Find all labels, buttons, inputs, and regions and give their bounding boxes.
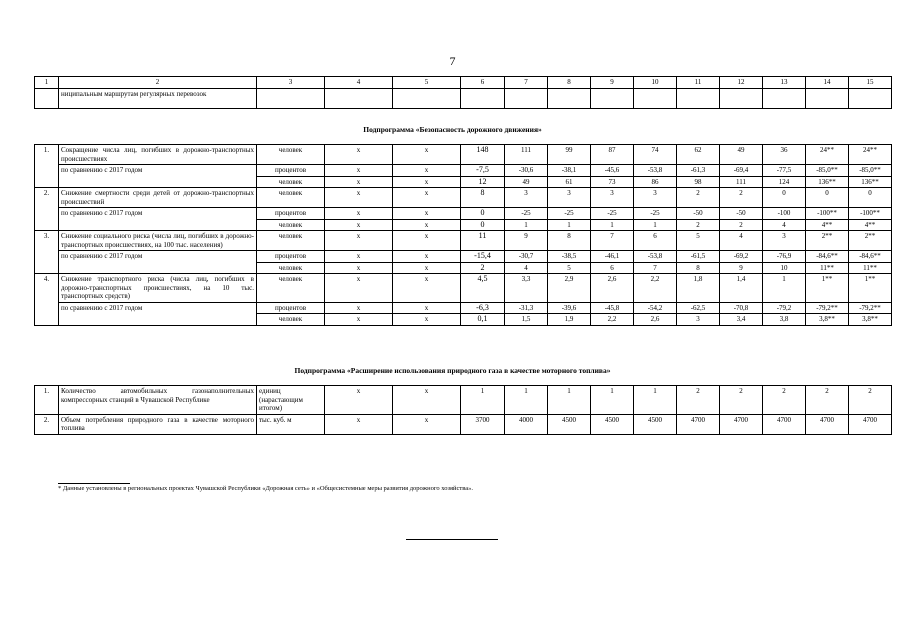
unit-cell: единиц (нарастающим итогом) xyxy=(257,386,325,415)
value-cell: 1 xyxy=(634,386,677,415)
value-cell: 4500 xyxy=(634,414,677,434)
value-cell: 1 xyxy=(634,219,677,231)
table-row xyxy=(35,88,892,108)
value-cell: -76,9 xyxy=(763,251,806,263)
value-cell: 1,5 xyxy=(505,314,548,326)
value-cell: 1** xyxy=(806,274,849,303)
section-title-road-safety: Подпрограмма «Безопасность дорожного движения» xyxy=(363,125,542,134)
header-cell: 3 xyxy=(257,77,325,89)
unit-cell: человек xyxy=(257,188,325,208)
value-cell: 3 xyxy=(548,188,591,208)
value-cell: -84,6** xyxy=(806,251,849,263)
value-cell: 87 xyxy=(591,145,634,165)
value-cell: -84,6** xyxy=(849,251,892,263)
value-cell: -7,5 xyxy=(461,165,505,177)
indicator-subtitle: по сравнению с 2017 годом xyxy=(59,208,257,231)
table-cell xyxy=(461,88,505,108)
value-cell: 4700 xyxy=(720,414,763,434)
value-cell: -85,0** xyxy=(806,165,849,177)
footnote: * Данные установлены в региональных проектах Чувашской Республики «Дорожная сеть» и «Общесистемные меры развития дорожного хозяйства». xyxy=(58,485,473,492)
value-cell: -79,2** xyxy=(849,302,892,314)
table-cell: х xyxy=(325,145,393,165)
value-cell: 2** xyxy=(849,231,892,251)
page-number: 7 xyxy=(449,54,456,68)
value-cell: -62,5 xyxy=(677,302,720,314)
table-cell: х xyxy=(325,262,393,274)
value-cell: 1** xyxy=(849,274,892,303)
value-cell: -100** xyxy=(849,208,892,220)
header-cell: 13 xyxy=(763,77,806,89)
value-cell: 2 xyxy=(720,188,763,208)
value-cell: 2 xyxy=(849,386,892,415)
value-cell: -15,4 xyxy=(461,251,505,263)
value-cell: 0 xyxy=(806,188,849,208)
value-cell: 10 xyxy=(763,262,806,274)
value-cell: -77,5 xyxy=(763,165,806,177)
value-cell: 1 xyxy=(548,386,591,415)
value-cell: 1,8 xyxy=(677,274,720,303)
unit-cell: человек xyxy=(257,314,325,326)
table-cell: х xyxy=(325,386,393,415)
value-cell: 36 xyxy=(763,145,806,165)
value-cell: 2,6 xyxy=(591,274,634,303)
value-cell: 1 xyxy=(548,219,591,231)
value-cell: 1 xyxy=(591,386,634,415)
table-cell: х xyxy=(325,165,393,177)
table-cell: х xyxy=(325,251,393,263)
header-cell: 2 xyxy=(59,77,257,89)
value-cell: 3,8** xyxy=(849,314,892,326)
header-cell: 4 xyxy=(325,77,393,89)
value-cell: 62 xyxy=(677,145,720,165)
value-cell: 4700 xyxy=(677,414,720,434)
table-cell: х xyxy=(325,219,393,231)
value-cell: -25 xyxy=(634,208,677,220)
value-cell: 2 xyxy=(461,262,505,274)
value-cell: 4700 xyxy=(763,414,806,434)
value-cell: 2 xyxy=(720,386,763,415)
table-cell: х xyxy=(393,274,461,303)
table-top xyxy=(34,76,892,109)
unit-cell: процентов xyxy=(257,302,325,314)
value-cell: 2 xyxy=(677,219,720,231)
value-cell: 8 xyxy=(461,188,505,208)
value-cell: 3 xyxy=(677,314,720,326)
value-cell: -25 xyxy=(505,208,548,220)
value-cell: 24** xyxy=(806,145,849,165)
unit-cell: тыс. куб. м xyxy=(257,414,325,434)
table-cell: х xyxy=(325,188,393,208)
value-cell: 3 xyxy=(634,188,677,208)
value-cell: 9 xyxy=(505,231,548,251)
value-cell: 8 xyxy=(548,231,591,251)
value-cell: -50 xyxy=(720,208,763,220)
table-cell xyxy=(763,88,806,108)
header-cell: 7 xyxy=(505,77,548,89)
table-cell: х xyxy=(325,414,393,434)
value-cell: -31,3 xyxy=(505,302,548,314)
indicator-name: Снижение социального риска (числа лиц, погибших в дорожно-транспортных происшествиях, на 100 тыс. населения) xyxy=(59,231,257,251)
table-cell: х xyxy=(325,274,393,303)
value-cell: 1 xyxy=(763,274,806,303)
section-title-natural-gas: Подпрограмма «Расширение использования природного газа в качестве моторного топлива» xyxy=(294,366,611,375)
value-cell: 0 xyxy=(461,208,505,220)
value-cell: -54,2 xyxy=(634,302,677,314)
header-cell: 11 xyxy=(677,77,720,89)
value-cell: 3,4 xyxy=(720,314,763,326)
value-cell: 24** xyxy=(849,145,892,165)
indicator-subtitle: по сравнению с 2017 годом xyxy=(59,251,257,274)
table-cell xyxy=(849,88,892,108)
value-cell: 2** xyxy=(806,231,849,251)
value-cell: -69,2 xyxy=(720,251,763,263)
value-cell: 4** xyxy=(849,219,892,231)
table-row xyxy=(35,188,892,208)
value-cell: 99 xyxy=(548,145,591,165)
table-row xyxy=(35,231,892,251)
value-cell: 4700 xyxy=(806,414,849,434)
table-cell: х xyxy=(393,165,461,177)
value-cell: 86 xyxy=(634,176,677,188)
header-cell: 5 xyxy=(393,77,461,89)
value-cell: 1 xyxy=(505,219,548,231)
row-number: 2. xyxy=(35,188,59,231)
value-cell: 3,8** xyxy=(806,314,849,326)
value-cell: -70,8 xyxy=(720,302,763,314)
indicator-name: Снижение смертности среди детей от дорожно-транспортных происшествий xyxy=(59,188,257,208)
value-cell: 2 xyxy=(763,386,806,415)
value-cell: -30,7 xyxy=(505,251,548,263)
value-cell: -6,3 xyxy=(461,302,505,314)
value-cell: 5 xyxy=(548,262,591,274)
table-cell: х xyxy=(393,386,461,415)
value-cell: 73 xyxy=(591,176,634,188)
value-cell: 4000 xyxy=(505,414,548,434)
value-cell: 98 xyxy=(677,176,720,188)
value-cell: -25 xyxy=(591,208,634,220)
table-cell: х xyxy=(325,302,393,314)
header-cell: 8 xyxy=(548,77,591,89)
value-cell: 2,6 xyxy=(634,314,677,326)
value-cell: 12 xyxy=(461,176,505,188)
value-cell: 3 xyxy=(763,231,806,251)
value-cell: 4 xyxy=(505,262,548,274)
header-cell: 6 xyxy=(461,77,505,89)
header-cell: 14 xyxy=(806,77,849,89)
table-cell xyxy=(257,88,325,108)
value-cell: 2 xyxy=(720,219,763,231)
table-cell xyxy=(35,88,59,108)
value-cell: 111 xyxy=(505,145,548,165)
table-row xyxy=(35,165,892,177)
value-cell: 2,2 xyxy=(634,274,677,303)
value-cell: 4** xyxy=(806,219,849,231)
value-cell: 124 xyxy=(763,176,806,188)
value-cell: 136** xyxy=(806,176,849,188)
indicator-name: Сокращение числа лиц, погибших в дорожно-транспортных происшествиях xyxy=(59,145,257,165)
value-cell: -45,8 xyxy=(591,302,634,314)
value-cell: -45,6 xyxy=(591,165,634,177)
value-cell: -30,6 xyxy=(505,165,548,177)
value-cell: 49 xyxy=(505,176,548,188)
table-natural-gas xyxy=(34,385,892,435)
value-cell: 1,4 xyxy=(720,274,763,303)
value-cell: 7 xyxy=(634,262,677,274)
value-cell: -46,1 xyxy=(591,251,634,263)
indicator-name: ниципальным маршрутам регулярных перевозок xyxy=(59,88,257,108)
value-cell: 3,8 xyxy=(763,314,806,326)
table-cell xyxy=(548,88,591,108)
table-row xyxy=(35,302,892,314)
table-cell xyxy=(325,88,393,108)
value-cell: -61,3 xyxy=(677,165,720,177)
table-cell: х xyxy=(325,176,393,188)
table-cell xyxy=(591,88,634,108)
value-cell: 1 xyxy=(505,386,548,415)
table-cell xyxy=(720,88,763,108)
unit-cell: процентов xyxy=(257,165,325,177)
table-row xyxy=(35,251,892,263)
indicator-subtitle: по сравнению с 2017 годом xyxy=(59,302,257,325)
value-cell: -100 xyxy=(763,208,806,220)
table-row xyxy=(35,274,892,303)
indicator-name: Снижение транспортного риска (числа лиц, погибших в дорожно-транспортных происшествиях, на 10 тыс. транспортных средств) xyxy=(59,274,257,303)
value-cell: 74 xyxy=(634,145,677,165)
value-cell: 2,2 xyxy=(591,314,634,326)
value-cell: 9 xyxy=(720,262,763,274)
table-cell: х xyxy=(393,188,461,208)
value-cell: 8 xyxy=(677,262,720,274)
header-cell: 15 xyxy=(849,77,892,89)
value-cell: 5 xyxy=(677,231,720,251)
table-cell: х xyxy=(393,302,461,314)
page-bottom-divider xyxy=(406,539,498,540)
value-cell: 4,5 xyxy=(461,274,505,303)
value-cell: -38,5 xyxy=(548,251,591,263)
value-cell: 4500 xyxy=(591,414,634,434)
footnote-divider xyxy=(58,483,130,484)
table-cell xyxy=(393,88,461,108)
table-row xyxy=(35,145,892,165)
value-cell: -53,8 xyxy=(634,251,677,263)
value-cell: 111 xyxy=(720,176,763,188)
table-row xyxy=(35,208,892,220)
value-cell: 2 xyxy=(806,386,849,415)
row-number: 4. xyxy=(35,274,59,326)
header-cell: 9 xyxy=(591,77,634,89)
value-cell: -100** xyxy=(806,208,849,220)
value-cell: 1 xyxy=(591,219,634,231)
indicator-subtitle: по сравнению с 2017 годом xyxy=(59,165,257,188)
unit-cell: человек xyxy=(257,262,325,274)
value-cell: 2 xyxy=(677,386,720,415)
value-cell: 49 xyxy=(720,145,763,165)
unit-cell: человек xyxy=(257,231,325,251)
unit-cell: процентов xyxy=(257,208,325,220)
table-row xyxy=(35,386,892,415)
value-cell: 7 xyxy=(591,231,634,251)
table-cell: х xyxy=(325,208,393,220)
table-cell xyxy=(806,88,849,108)
row-number: 1. xyxy=(35,386,59,415)
value-cell: -50 xyxy=(677,208,720,220)
indicator-name: Количество автомобильных газонаполнительных компрессорных станций в Чувашской Республике xyxy=(59,386,257,415)
value-cell: 6 xyxy=(591,262,634,274)
value-cell: 4 xyxy=(720,231,763,251)
table-cell: х xyxy=(393,251,461,263)
table-cell: х xyxy=(393,145,461,165)
table-cell: х xyxy=(393,231,461,251)
unit-cell: человек xyxy=(257,145,325,165)
value-cell: 3,3 xyxy=(505,274,548,303)
table-cell: х xyxy=(393,176,461,188)
value-cell: 11 xyxy=(461,231,505,251)
value-cell: 4700 xyxy=(849,414,892,434)
table-cell xyxy=(505,88,548,108)
value-cell: 1 xyxy=(461,386,505,415)
table-cell: х xyxy=(393,208,461,220)
value-cell: 61 xyxy=(548,176,591,188)
value-cell: -79,2 xyxy=(763,302,806,314)
value-cell: -25 xyxy=(548,208,591,220)
value-cell: 0 xyxy=(461,219,505,231)
table-cell: х xyxy=(393,314,461,326)
row-number: 1. xyxy=(35,145,59,188)
value-cell: -69,4 xyxy=(720,165,763,177)
value-cell: 3700 xyxy=(461,414,505,434)
value-cell: 136** xyxy=(849,176,892,188)
value-cell: 4500 xyxy=(548,414,591,434)
unit-cell: человек xyxy=(257,274,325,303)
value-cell: 148 xyxy=(461,145,505,165)
table-cell: х xyxy=(393,262,461,274)
indicator-name: Объем потребления природного газа в качестве моторного топлива xyxy=(59,414,257,434)
row-number: 2. xyxy=(35,414,59,434)
value-cell: 2,9 xyxy=(548,274,591,303)
value-cell: 6 xyxy=(634,231,677,251)
value-cell: 0,1 xyxy=(461,314,505,326)
table-cell: х xyxy=(393,414,461,434)
value-cell: 1,9 xyxy=(548,314,591,326)
value-cell: 11** xyxy=(806,262,849,274)
value-cell: 11** xyxy=(849,262,892,274)
value-cell: -39,6 xyxy=(548,302,591,314)
unit-cell: человек xyxy=(257,219,325,231)
row-number: 3. xyxy=(35,231,59,274)
header-cell: 1 xyxy=(35,77,59,89)
unit-cell: человек xyxy=(257,176,325,188)
header-cell: 10 xyxy=(634,77,677,89)
value-cell: 4 xyxy=(763,219,806,231)
value-cell: 2 xyxy=(677,188,720,208)
value-cell: 3 xyxy=(591,188,634,208)
value-cell: -53,8 xyxy=(634,165,677,177)
header-cell: 12 xyxy=(720,77,763,89)
table-cell xyxy=(634,88,677,108)
table-cell: х xyxy=(393,219,461,231)
table-row xyxy=(35,414,892,434)
value-cell: -38,1 xyxy=(548,165,591,177)
value-cell: 0 xyxy=(849,188,892,208)
value-cell: -85,0** xyxy=(849,165,892,177)
table-cell: х xyxy=(325,314,393,326)
value-cell: 3 xyxy=(505,188,548,208)
value-cell: 0 xyxy=(763,188,806,208)
value-cell: -61,5 xyxy=(677,251,720,263)
table-road-safety xyxy=(34,144,892,326)
unit-cell: процентов xyxy=(257,251,325,263)
header-row xyxy=(35,77,892,89)
table-cell xyxy=(677,88,720,108)
table-cell: х xyxy=(325,231,393,251)
value-cell: -79,2** xyxy=(806,302,849,314)
